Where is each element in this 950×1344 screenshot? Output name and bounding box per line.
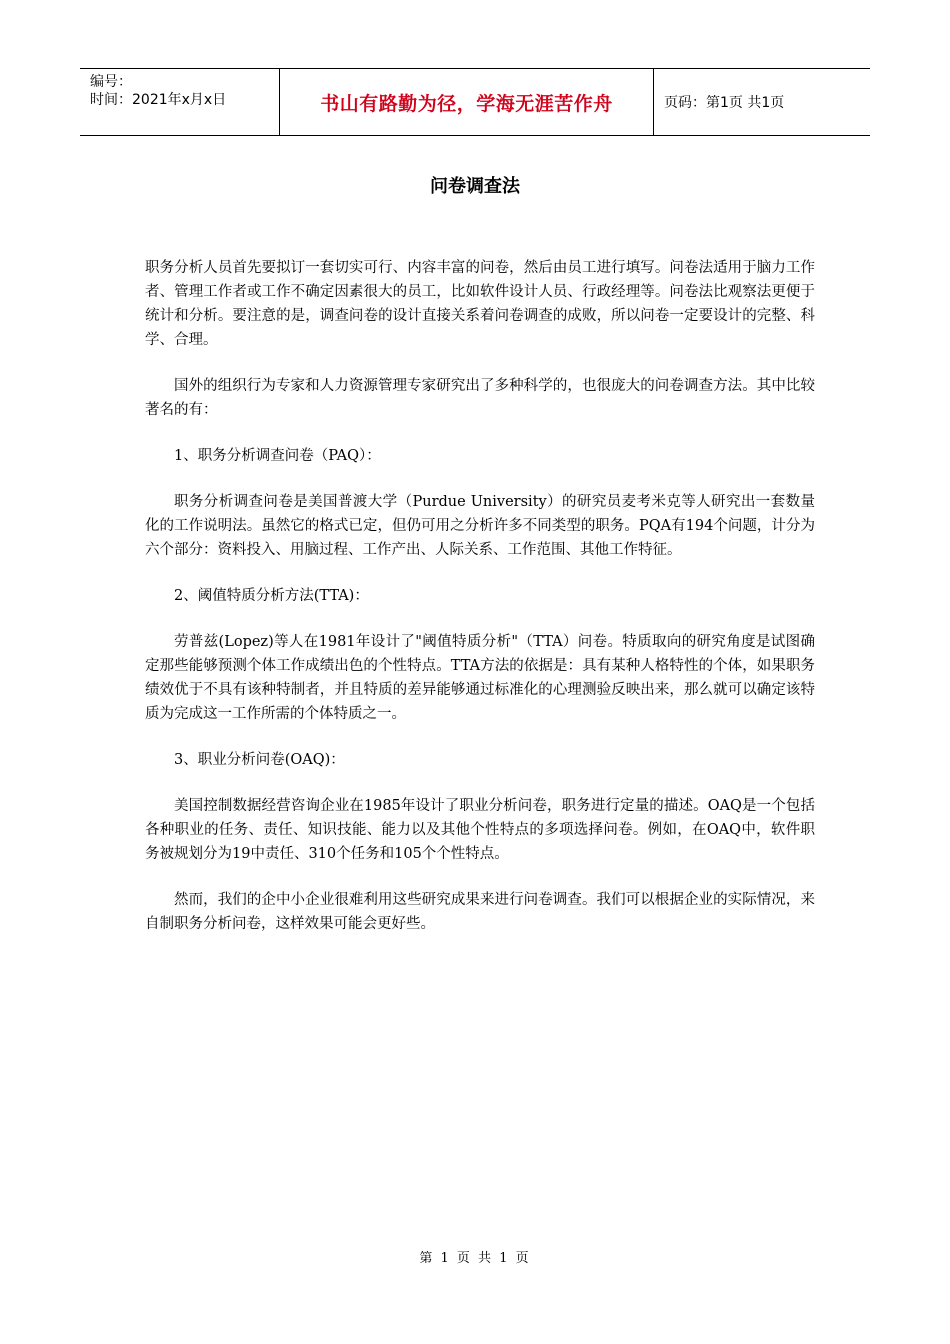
page-header [80,68,870,136]
document-time-label: 时间：2021年x月x日 [90,92,227,108]
document-title: 问卷调查法 [430,176,520,197]
header-motto: 书山有路勤为径，学海无涯苦作舟 [280,69,654,135]
document-number-label: 编号： [90,74,132,90]
header-page-info: 页码：第1页 共1页 [664,95,785,111]
paragraph: 职务分析调查问卷是美国普渡大学（Purdue University）的研究员麦考米克等人研究出一套数量化的工作说明法。虽然它的格式已定，但仍可用之分析许多不同类型的职务。PQA有194个问题，计分为六个部分：资料投入、用脑过程、工作产出、人际关系、工作范围、其他工作特征。 [145,494,815,558]
section-heading-paq: 1、职务分析调查问卷（PAQ）： [174,448,381,464]
section-heading-oaq: 3、职业分析问卷(OAQ)： [174,752,345,768]
header-meta [80,69,280,135]
section-heading-tta: 2、阈值特质分析方法(TTA)： [174,588,369,604]
paragraph: 美国控制数据经营咨询企业在1985年设计了职业分析问卷，职务进行定量的描述。OAQ是一个包括各种职业的任务、责任、知识技能、能力以及其他个性特点的多项选择问卷。例如，在OAQ中，软件职务被规划分为19中责任、310个任务和105个个性特点。 [145,798,815,862]
paragraph: 国外的组织行为专家和人力资源管理专家研究出了多种科学的，也很庞大的问卷调查方法。其中比较著名的有： [145,378,815,418]
paragraph: 然而，我们的企中小企业很难利用这些研究成果来进行问卷调查。我们可以根据企业的实际情况，来自制职务分析问卷，这样效果可能会更好些。 [145,892,815,932]
document-body [145,256,815,958]
page-footer: 第 1 页 共 1 页 [419,1251,531,1266]
paragraph: 劳普兹(Lopez)等人在1981年设计了"阈值特质分析"（TTA）问卷。特质取向的研究角度是试图确定那些能够预测个体工作成绩出色的个性特点。TTA方法的依据是：具有某种人格特性的个体，如果职务绩效优于不具有该种特制者，并且特质的差异能够通过标准化的心理测验反映出来，那么就可以确定该特质为完成这一工作所需的个体特质之一。 [145,634,815,722]
paragraph-intro: 职务分析人员首先要拟订一套切实可行、内容丰富的问卷，然后由员工进行填写。问卷法适用于脑力工作者、管理工作者或工作不确定因素很大的员工，比如软件设计人员、行政经理等。问卷法比观察法更便于统计和分析。要注意的是，调查问卷的设计直接关系着问卷调查的成败，所以问卷一定要设计的完整、科学、合理。 [145,260,815,348]
